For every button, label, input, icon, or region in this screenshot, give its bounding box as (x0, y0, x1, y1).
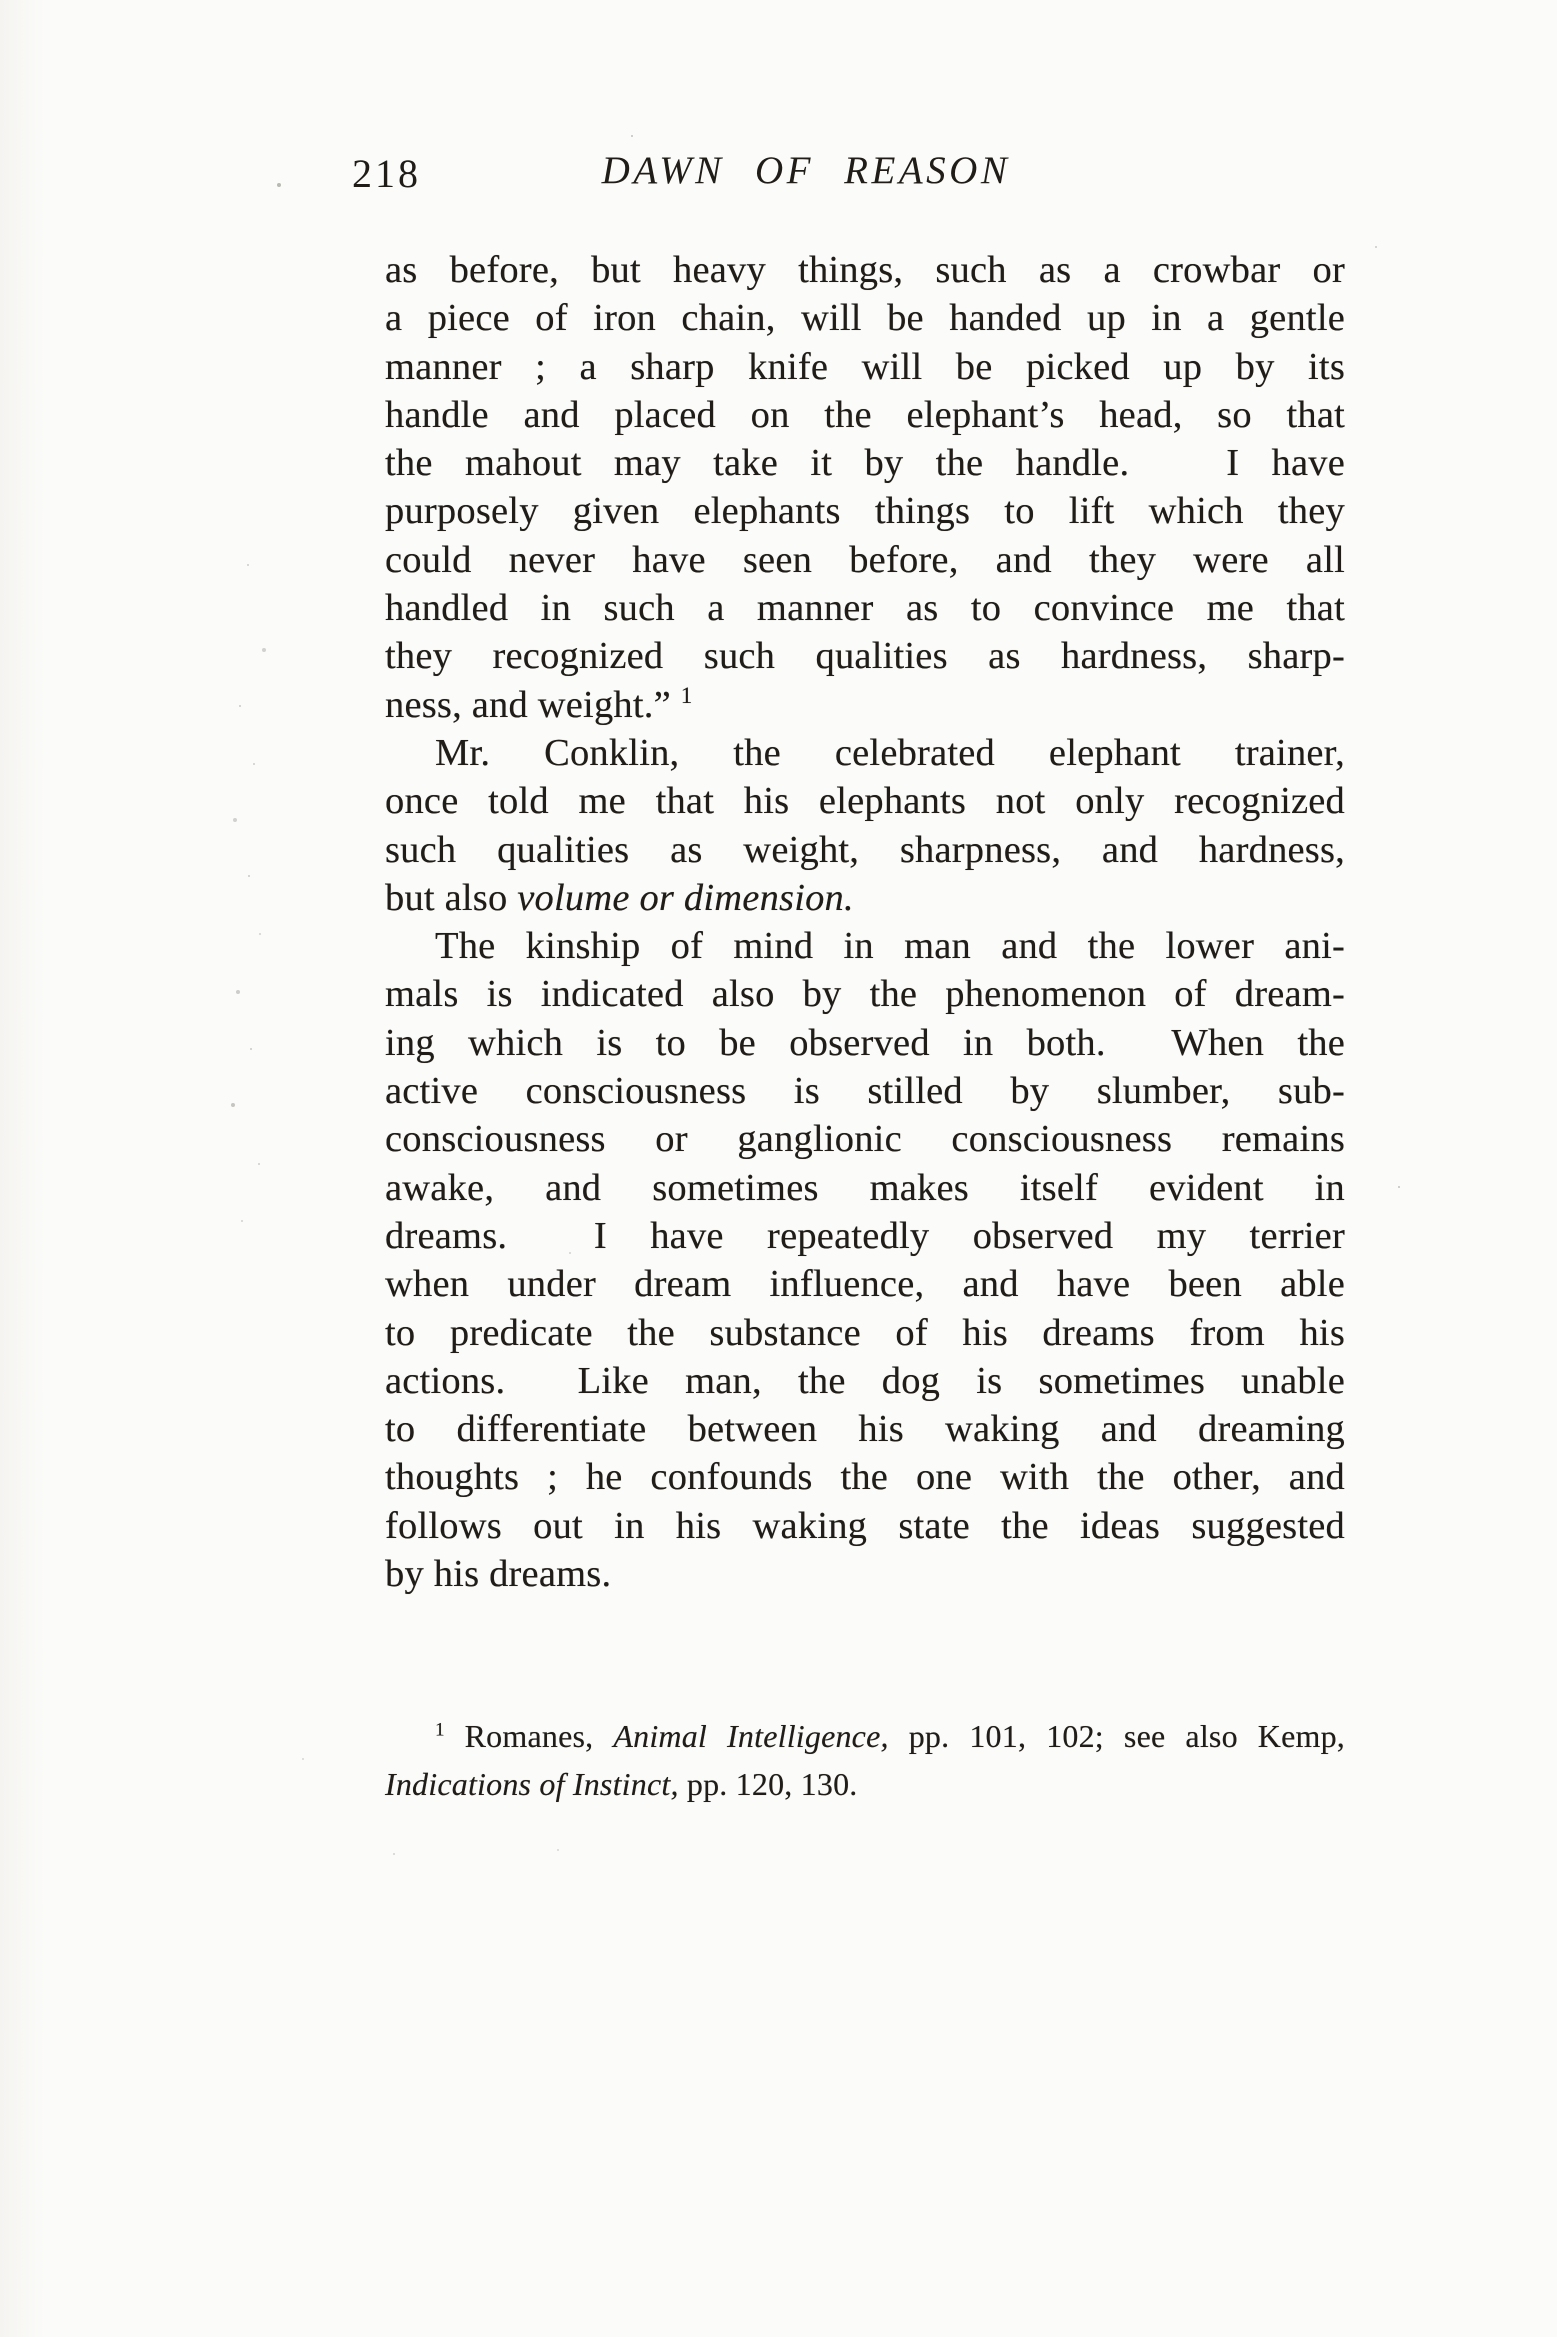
text-segment: when under dream influence, and have been able (385, 1263, 1345, 1306)
text-line (385, 681, 1345, 729)
text-line (385, 1115, 1345, 1163)
text-segment: active consciousness is stilled by slumber, sub- (385, 1070, 1345, 1113)
text-segment: as before, but heavy things, such as a crowbar or (385, 249, 1345, 291)
text-segment: follows out in his waking state the ideas suggested (385, 1504, 1345, 1547)
text-segment: consciousness or ganglionic consciousness remains (385, 1118, 1345, 1161)
text-segment: could never have seen before, and they were all (385, 538, 1345, 581)
text-line (385, 536, 1345, 584)
text-segment: thoughts ; he confounds the one with the other, and (385, 1456, 1345, 1499)
text-segment: mals is indicated also by the phenomenon of dream- (385, 973, 1345, 1016)
text-line (385, 777, 1345, 825)
text-line (385, 294, 1345, 342)
text-segment: The kinship of mind in man and the lower ani- (435, 925, 1345, 968)
paragraph (385, 729, 1345, 922)
text-segment: Mr. Conklin, the celebrated elephant trainer, (435, 731, 1345, 774)
text-line (385, 826, 1345, 874)
text-segment: they recognized such qualities as hardness, sharp- (385, 635, 1345, 678)
paragraph (385, 922, 1345, 1598)
text-line (385, 391, 1345, 439)
text-line (385, 246, 1345, 294)
text-line (385, 1502, 1345, 1550)
text-segment: once told me that his elephants not only recognized (385, 780, 1345, 823)
scan-noise (0, 0, 4, 4)
text-line (385, 1260, 1345, 1308)
text-line (385, 729, 1345, 777)
text-line (385, 1405, 1345, 1453)
text-segment: the mahout may take it by the handle. I have (385, 442, 1345, 485)
text-line (385, 1712, 1345, 1760)
text-segment: such qualities as weight, sharpness, and hardness, (385, 828, 1345, 871)
text-line (385, 922, 1345, 970)
text-line (385, 1309, 1345, 1357)
text-segment: dreams. I have repeatedly observed my terrier (385, 1214, 1345, 1257)
text-line (385, 487, 1345, 535)
text-segment: awake, and sometimes makes itself evident in (385, 1166, 1345, 1209)
text-segment: to differentiate between his waking and dreaming (385, 1408, 1345, 1451)
text-segment: a piece of iron chain, will be handed up in a gentle (385, 297, 1345, 340)
text-segment: pp. 120, 130. (678, 1766, 858, 1802)
text-segment: Animal Intelligence, (613, 1718, 889, 1754)
text-line (385, 1019, 1345, 1067)
text-segment: but also (385, 876, 518, 919)
text-line (385, 970, 1345, 1018)
text-line (385, 1453, 1345, 1501)
page-number: 218 (352, 151, 421, 196)
text-line (385, 874, 1345, 922)
text-segment: Indications of Instinct, (385, 1766, 679, 1802)
text-segment: handled in such a manner as to convince me that (385, 587, 1345, 630)
text-line (385, 1164, 1345, 1212)
body-text (385, 246, 1345, 1598)
text-segment: ing which is to be observed in both. When the (385, 1021, 1345, 1064)
text-segment: actions. Like man, the dog is sometimes unable (385, 1359, 1345, 1402)
text-line (385, 1550, 1345, 1598)
text-line (385, 1760, 1345, 1808)
text-line (385, 439, 1345, 487)
running-title: DAWN OF REASON (601, 149, 1011, 192)
footnote-marker: 1 (680, 681, 693, 708)
text-segment: handle and placed on the elephant’s head, so that (385, 393, 1345, 436)
text-line (385, 1357, 1345, 1405)
text-line (385, 1067, 1345, 1115)
text-segment: purposely given elephants things to lift which they (385, 490, 1345, 533)
text-segment: manner ; a sharp knife will be picked up by its (385, 345, 1345, 388)
text-segment: volume or dimension. (517, 876, 854, 919)
paragraph (385, 246, 1345, 729)
text-segment: ness, and weight.” (385, 683, 681, 726)
text-segment: pp. 101, 102; see also Kemp, (888, 1718, 1346, 1754)
text-line (385, 1212, 1345, 1260)
text-line (385, 632, 1345, 680)
text-segment: Romanes, (444, 1718, 614, 1754)
footnote (385, 1712, 1345, 1808)
text-line (385, 343, 1345, 391)
text-segment: to predicate the substance of his dreams from his (385, 1311, 1345, 1354)
footnote-marker: 1 (435, 1719, 445, 1741)
text-segment: by his dreams. (385, 1553, 612, 1596)
text-line (385, 584, 1345, 632)
